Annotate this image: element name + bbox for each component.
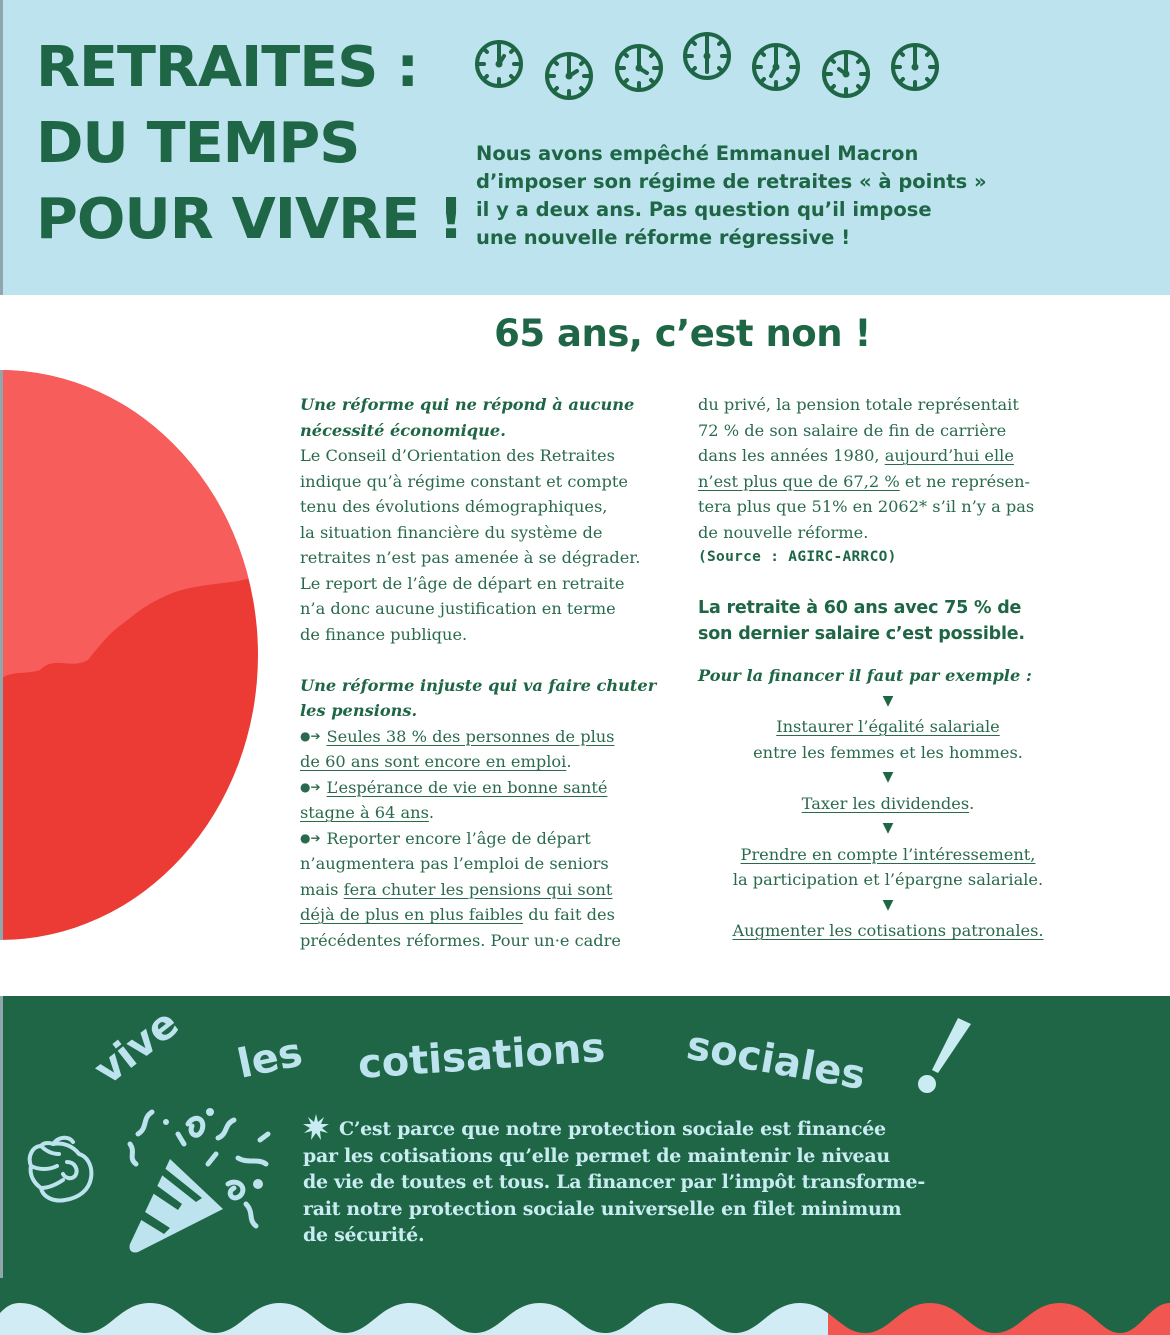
left-column — [300, 392, 675, 953]
right-column — [698, 392, 1078, 944]
title-line: DU TEMPS — [36, 111, 360, 176]
paragraph-line: Le report de l’âge de départ en retraite — [300, 573, 625, 593]
banner-word: les — [233, 1029, 307, 1088]
arrow-right-icon: ●➔ — [300, 728, 321, 743]
bullet-item — [300, 826, 675, 852]
text: et ne représen- — [899, 471, 1031, 491]
banner-word: sociales — [683, 1022, 869, 1100]
bullet-text: Seules 38 % des personnes de plus — [326, 726, 615, 746]
clock-icon — [750, 41, 802, 93]
paragraph-line: par les cotisations qu’elle permet de maintenir le niveau — [303, 1144, 890, 1167]
step-line: la participation et l’épargne salariale. — [732, 870, 1044, 889]
spacer — [698, 647, 1078, 663]
bullet-text: déjà de plus en plus faibles — [300, 905, 524, 924]
paragraph-line — [303, 1114, 1003, 1143]
down-triangle-icon: ▼ — [882, 769, 894, 785]
step-line — [698, 918, 1078, 944]
step-line — [698, 842, 1078, 868]
step-text: Prendre en compte l’intéressement, — [740, 844, 1036, 864]
arrow-right-icon: ●➔ — [300, 830, 321, 845]
bullet-text: Reporter encore l’âge de départ — [326, 828, 591, 848]
subheading: nécessité économique. — [300, 420, 506, 440]
bullet-item-cont — [300, 800, 675, 826]
bullet-text: fera chuter les pensions qui sont — [343, 879, 613, 899]
clock-icon — [473, 38, 525, 90]
clock-icon — [543, 50, 595, 102]
step-line — [698, 791, 1078, 817]
paragraph-line: indique qu’à régime constant et compte — [300, 471, 628, 491]
paragraph-line: 72 % de son salaire de fin de carrière — [698, 420, 1007, 440]
text: C’est parce que notre protection sociale est financée — [339, 1118, 886, 1140]
punctuation: . — [566, 752, 572, 771]
paragraph-line: la situation financière du système de — [300, 522, 603, 542]
wave-border-decoration — [0, 1278, 1170, 1335]
subheading: les pensions. — [300, 701, 418, 720]
arched-banner-title — [3, 996, 1170, 1116]
paragraph-line: du privé, la pension totale représentait — [698, 395, 1019, 414]
punctuation: . — [428, 803, 435, 822]
exclamation-icon — [918, 1018, 971, 1093]
source-citation: (Source : AGIRC-ARRCO) — [698, 549, 897, 565]
section-title: 65 ans, c’est non ! — [494, 312, 871, 355]
cotisations-paragraph — [303, 1114, 1003, 1249]
intro-line: une nouvelle réforme régressive ! — [476, 226, 851, 249]
step-text: Taxer les dividendes — [801, 793, 970, 813]
intro-line: d’imposer son régime de retraites « à points » — [476, 170, 987, 193]
pointing-hand-icon — [23, 1126, 98, 1211]
paragraph-line: Le Conseil d’Orientation des Retraites — [300, 446, 615, 465]
clock-row — [473, 30, 953, 110]
red-circle-decoration — [0, 370, 260, 940]
party-popper-icon — [118, 1104, 278, 1254]
paragraph-line: de sécurité. — [303, 1224, 425, 1246]
paragraph-line: rait notre protection sociale universelle en filet minimum — [303, 1197, 902, 1220]
bullet-item-cont: précédentes réformes. Pour un·e cadre — [300, 930, 621, 950]
down-triangle-icon: ▼ — [882, 692, 894, 709]
subheading: Une réforme injuste qui va faire chuter — [300, 675, 657, 695]
paragraph-line — [698, 469, 1078, 495]
underlined-text: aujourd’hui elle — [884, 446, 1014, 465]
spacer — [300, 647, 675, 673]
paragraph-line: tenu des évolutions démographiques, — [300, 497, 608, 516]
bullet-item-cont: n’augmentera pas l’emploi de seniors — [300, 854, 609, 873]
arrow-right-icon: ●➔ — [300, 779, 321, 794]
paragraph-line: n’a donc aucune justification en terme — [300, 599, 616, 618]
text: dans les années 1980, — [698, 446, 885, 465]
paragraph-line: de nouvelle réforme. — [698, 522, 869, 542]
underlined-text: n’est plus que de 67,2 % — [698, 471, 900, 491]
clock-icon — [613, 42, 665, 94]
clock-icon — [820, 48, 872, 100]
claim-line: La retraite à 60 ans avec 75 % de — [698, 598, 1022, 618]
paragraph-line: de finance publique. — [300, 624, 468, 644]
starburst-icon — [303, 1114, 329, 1140]
step-line: entre les femmes et les hommes. — [753, 742, 1023, 762]
punctuation: . — [969, 793, 975, 813]
banner-word: cotisations — [356, 1024, 607, 1088]
intro-paragraph — [476, 140, 1036, 252]
paragraph-line: de vie de toutes et tous. La financer par l’impôt transforme- — [303, 1171, 925, 1193]
paragraph-line: tera plus que 51% en 2062* s’il n’y a pas — [698, 497, 1035, 516]
step-line — [698, 714, 1078, 740]
bullet-item-cont — [300, 749, 675, 775]
intro-line: il y a deux ans. Pas question qu’il impose — [476, 198, 932, 221]
bullet-text: mais — [300, 879, 344, 899]
clock-icon — [681, 30, 733, 82]
spacer — [698, 571, 1078, 597]
down-triangle-icon: ▼ — [882, 820, 894, 836]
bullet-text: de 60 ans sont encore en emploi — [300, 752, 567, 771]
bullet-text: L’espérance de vie en bonne santé — [326, 777, 608, 797]
bullet-item — [300, 775, 675, 801]
banner-word: vive — [85, 1000, 188, 1094]
claim-line: son dernier salaire c’est possible. — [698, 623, 1025, 644]
step-text: Augmenter les cotisations patronales. — [732, 921, 1044, 940]
paragraph-line: retraites n’est pas amenée à se dégrader. — [300, 548, 641, 567]
bullet-item-cont — [300, 877, 675, 903]
intro-line: Nous avons empêché Emmanuel Macron — [476, 142, 919, 165]
page-title — [36, 30, 464, 258]
paragraph-line — [698, 443, 1078, 469]
header-band — [0, 0, 1170, 295]
title-line: RETRAITES : — [36, 35, 419, 100]
clock-icon — [889, 41, 941, 93]
down-triangle-icon: ▼ — [882, 896, 894, 913]
bullet-item — [300, 724, 675, 750]
bullet-item-cont — [300, 902, 675, 928]
step-text: Instaurer l’égalité salariale — [776, 717, 1000, 736]
bullet-text: du fait des — [523, 905, 615, 924]
title-line: POUR VIVRE ! — [36, 187, 464, 252]
finance-heading: Pour la financer il faut par exemple : — [698, 666, 1032, 685]
subheading: Une réforme qui ne répond à aucune — [300, 395, 635, 414]
bullet-text: stagne à 64 ans — [300, 803, 429, 822]
